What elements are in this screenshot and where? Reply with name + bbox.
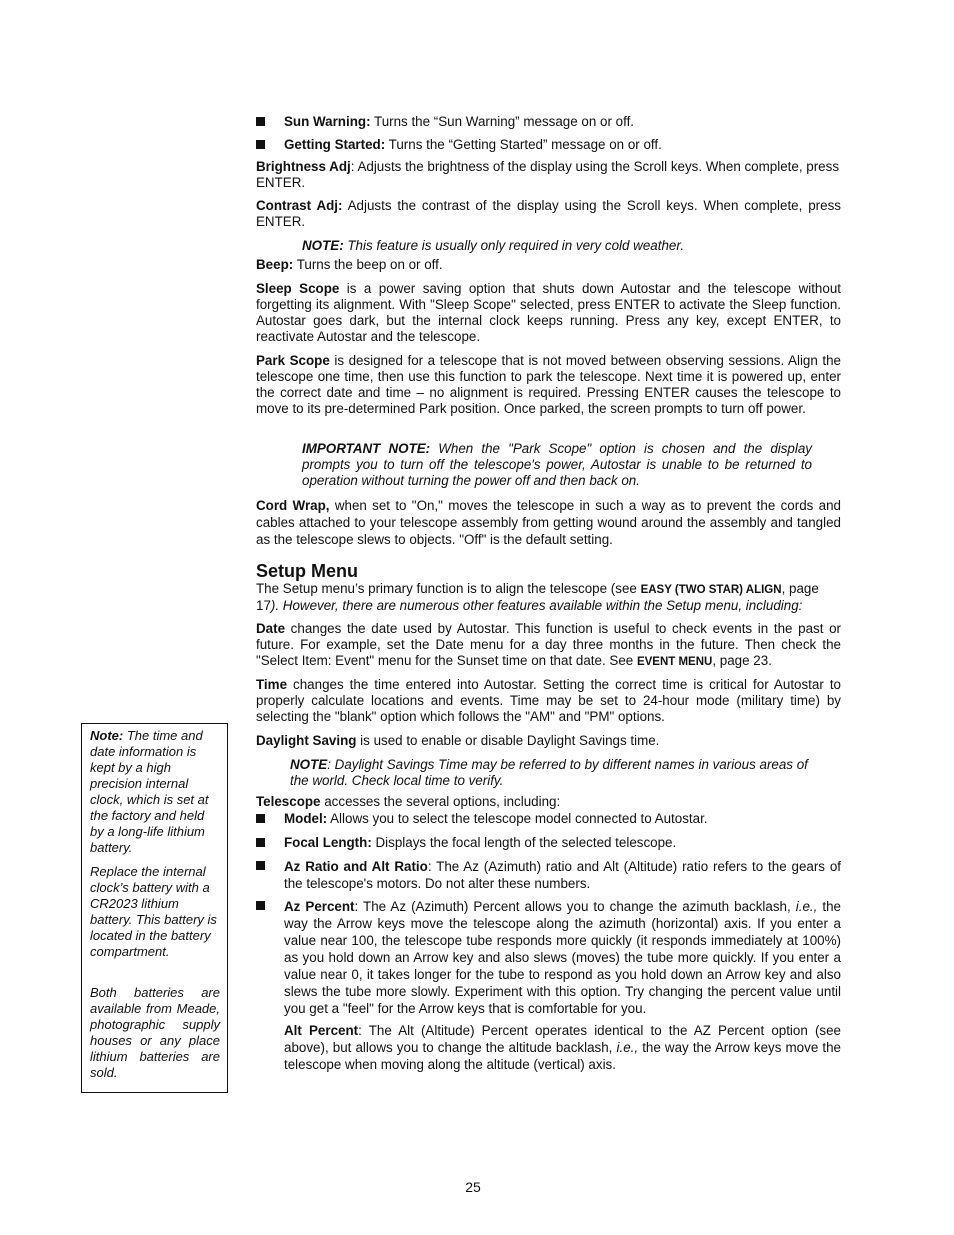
list-item: Sun Warning: Turns the “Sun Warning” message on or off. bbox=[256, 114, 841, 130]
paragraph-contrast: Contrast Adj: Adjusts the contrast of the display using the Scroll keys. When complete, press ENTER. bbox=[256, 198, 841, 229]
list-item: Getting Started: Turns the “Getting Started” message on or off. bbox=[256, 137, 841, 153]
note-daylight-savings: NOTE: Daylight Savings Time may be referred to by different names in various areas of the world. Check local time to verify. bbox=[290, 757, 808, 788]
bullet-square-icon bbox=[256, 814, 265, 823]
paragraph-cord-wrap: Cord Wrap, when set to "On," moves the telescope in such a way as to prevent the cords and cables attached to your telescope assembly from getting wound around the assembly and tangled as the telescope slews to objects. "Off" is the default setting. bbox=[256, 498, 841, 547]
bullet-square-icon bbox=[256, 861, 265, 870]
bullet-square-icon bbox=[256, 140, 265, 149]
paragraph-telescope: Telescope accesses the several options, including: bbox=[256, 794, 561, 809]
paragraph-park-scope: Park Scope is designed for a telescope that is not moved between observing sessions. Align the telescope one time, then use this function to park the telescope. Next time it is powered up, enter the correct date and time – no alignment is required. Pressing ENTER causes the telescope to move to its pre-determined Park position. Once parked, the screen prompts to turn off power. bbox=[256, 353, 841, 416]
sidebar-note: Note: The time and date information is kept by a high precision internal clock, which is set at the factory and held by a long-life lithium battery. bbox=[90, 728, 209, 855]
paragraph-date: Date changes the date used by Autostar. This function is useful to check events in the past or future. For example, set the Date menu for a day three months in the future. Then check the "Select Item: Event" menu for the Sunset time on that date. See EVENT MENU, page 23. bbox=[256, 621, 841, 668]
page-number: 25 bbox=[465, 1179, 481, 1195]
list-item: Alt Percent: The Alt (Altitude) Percent operates identical to the AZ Percent option (see above), but allows you to change the altitude backlash, i.e., the way the Arrow keys move the telescope when moving along the altitude (vertical) axis. bbox=[284, 1023, 841, 1072]
sidebar-availability-text: Both batteries are available from Meade, photographic supply houses or any place lithium batteries are sold. bbox=[90, 985, 220, 1080]
paragraph-daylight-saving: Daylight Saving is used to enable or disable Daylight Savings time. bbox=[256, 733, 660, 748]
list-item: Focal Length: Displays the focal length of the selected telescope. bbox=[256, 835, 841, 851]
section-heading-setup-menu: Setup Menu bbox=[256, 561, 358, 581]
paragraph-brightness: Brightness Adj: Adjusts the brightness of the display using the Scroll keys. When complete, press ENTER. bbox=[256, 159, 840, 190]
paragraph-beep: Beep: Turns the beep on or off. bbox=[256, 257, 443, 272]
bullet-square-icon bbox=[256, 901, 265, 910]
sidebar-note-box bbox=[81, 723, 228, 1093]
list-item: Model: Allows you to select the telescope model connected to Autostar. bbox=[256, 811, 841, 827]
list-item: Az Ratio and Alt Ratio: The Az (Azimuth) ratio and Alt (Altitude) ratio refers to the gears of the telescope's motors. Do not alter these numbers. bbox=[256, 858, 841, 892]
sidebar-battery-text: Replace the internal clock’s battery with a CR2023 lithium battery. This battery is located in the battery compartment. bbox=[90, 864, 217, 959]
bullet-square-icon bbox=[256, 117, 265, 126]
bullet-square-icon bbox=[256, 838, 265, 847]
paragraph-sleep-scope: Sleep Scope is a power saving option that shuts down Autostar and the telescope without forgetting its alignment. With "Sleep Scope" selected, press ENTER to activate the Sleep function. Autostar goes dark, but the internal clock keeps running. Press any key, except ENTER, to reactivate Autostar and the telescope. bbox=[256, 281, 841, 344]
paragraph-time: Time changes the time entered into Autostar. Setting the correct time is critical for Autostar to properly calculate locations and events. Time may be set to 24-hour mode (military time) by selecting the "blank" option which follows the "AM" and "PM" options. bbox=[256, 677, 841, 724]
list-item: Az Percent: The Az (Azimuth) Percent allows you to change the azimuth backlash, i.e., the way the Arrow keys move the telescope along the azimuth (horizontal) axis. If you enter a value near 100, the telescope tube responds more quickly (it responds immediately at 100%) as you hold down an Arrow key and also slews (moves) the tube more quickly. If you enter a value near 0, it takes longer for the tube to respond as you hold down an Arrow key and also slews the tube more slowly. Experiment with this option. Try changing the percent value until you get a "feel" for the Arrow keys that is comfortable for you. bbox=[256, 898, 841, 1017]
paragraph-setup-intro: The Setup menu’s primary function is to align the telescope (see EASY (TWO STAR) ALIGN, page 17). However, there are numerous other features available within the Setup menu, including: bbox=[256, 581, 819, 613]
important-note: IMPORTANT NOTE: When the "Park Scope" option is chosen and the display prompts you to turn off the telescope's power, Autostar is unable to be returned to operation without turning the power off and then back on. bbox=[302, 441, 812, 488]
note-cold-weather: NOTE: This feature is usually only required in very cold weather. bbox=[302, 238, 685, 253]
